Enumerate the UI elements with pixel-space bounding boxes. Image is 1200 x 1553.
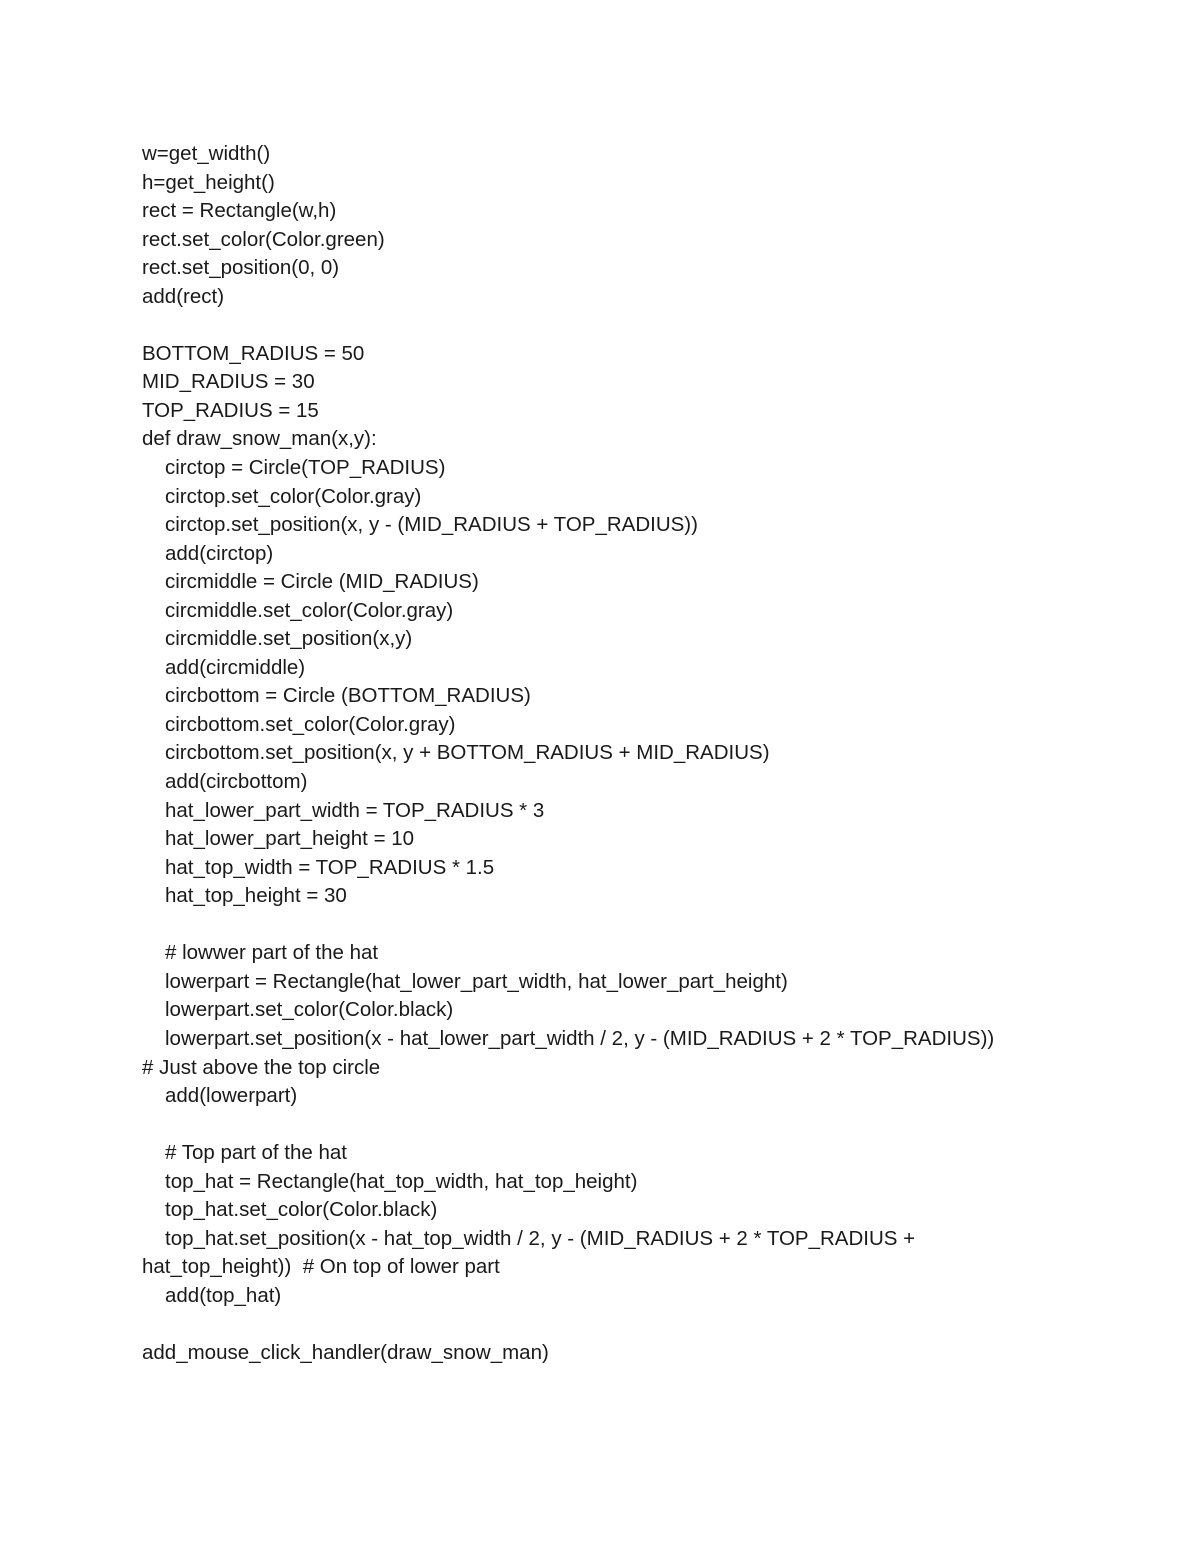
code-line: h=get_height() (142, 170, 275, 194)
code-line: circtop = Circle(TOP_RADIUS) (165, 456, 446, 480)
code-line: add(circmiddle) (165, 655, 306, 679)
code-line: circbottom = Circle (BOTTOM_RADIUS) (165, 684, 531, 708)
code-line: # Just above the top circle (142, 1055, 381, 1079)
code-line: w=get_width() (142, 142, 271, 165)
code-line: rect = Rectangle(w,h) (142, 199, 337, 223)
code-line: lowerpart = Rectangle(hat_lower_part_width, hat_lower_part_height) (165, 969, 788, 993)
code-line: TOP_RADIUS = 15 (142, 398, 319, 422)
code-line: add(rect) (142, 284, 225, 308)
code-line: hat_top_height = 30 (165, 884, 347, 908)
code-line: circtop.set_color(Color.gray) (165, 484, 422, 508)
code-line: top_hat.set_position(x - hat_top_width / 2, y - (MID_RADIUS + 2 * TOP_RADIUS + (165, 1226, 916, 1250)
blank-line (142, 1310, 1142, 1339)
code-line: add(circbottom) (165, 770, 308, 794)
code-line: hat_top_width = TOP_RADIUS * 1.5 (165, 855, 495, 879)
code-line: add(top_hat) (165, 1283, 282, 1307)
code-line: rect.set_position(0, 0) (142, 256, 340, 280)
code-line: lowerpart.set_color(Color.black) (165, 998, 454, 1022)
code-line: circmiddle.set_position(x,y) (165, 627, 413, 651)
code-line: hat_lower_part_height = 10 (165, 827, 415, 851)
code-line: top_hat = Rectangle(hat_top_width, hat_top_height) (165, 1169, 638, 1193)
blank-line (142, 311, 1142, 340)
code-line: circtop.set_position(x, y - (MID_RADIUS + TOP_RADIUS)) (165, 513, 698, 537)
code-line: circmiddle.set_color(Color.gray) (165, 598, 454, 622)
code-line: lowerpart.set_position(x - hat_lower_part_width / 2, y - (MID_RADIUS + 2 * TOP_RADIUS)) (165, 1026, 995, 1050)
code-line: circmiddle = Circle (MID_RADIUS) (165, 570, 479, 594)
code-line: rect.set_color(Color.green) (142, 227, 385, 251)
code-line: add(lowerpart) (165, 1084, 298, 1108)
code-line: hat_top_height)) # On top of lower part (142, 1255, 500, 1279)
code-line: def draw_snow_man(x,y): (142, 427, 377, 451)
blank-line (142, 911, 1142, 940)
code-line: add_mouse_click_handler(draw_snow_man) (142, 1340, 549, 1364)
code-line: # lowwer part of the hat (165, 941, 379, 965)
blank-line (142, 1111, 1142, 1140)
code-line: BOTTOM_RADIUS = 50 (142, 341, 365, 365)
code-line: circbottom.set_position(x, y + BOTTOM_RADIUS + MID_RADIUS) (165, 741, 770, 765)
code-line: circbottom.set_color(Color.gray) (165, 712, 456, 736)
code-line: # Top part of the hat (165, 1141, 347, 1165)
code-line: MID_RADIUS = 30 (142, 370, 315, 394)
code-line: add(circtop) (165, 541, 274, 565)
code-line: top_hat.set_color(Color.black) (165, 1198, 438, 1222)
code-line: hat_lower_part_width = TOP_RADIUS * 3 (165, 798, 545, 822)
code-listing (142, 140, 1142, 1368)
